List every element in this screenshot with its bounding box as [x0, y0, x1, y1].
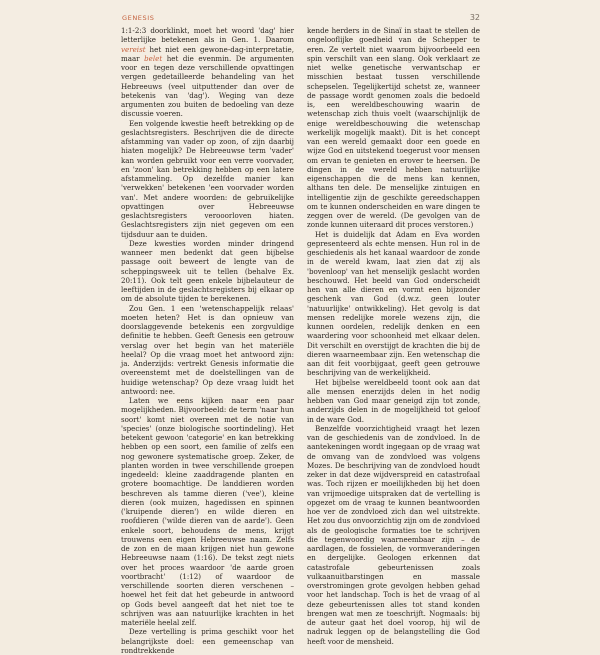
- paragraph: Een volgende kwestie heeft betrekking op de geslachtsregisters. Beschrijven die de directe afstamming van vader op zoon, of zijn daarbij hiaten mogelijk? De Hebreeuwse term 'vader' kan worden gebruikt voor een verre voorvader, en 'zoon' kan betrekking hebben op een latere afstammeling. Op dezelfde manier kan 'verwekken' betekenen 'een voorvader worden van'. Met andere woorden: de gebruikelijke opvattingen over Hebreeuwse geslachtsregisters verooorloven hiaten. Geslachtsregisters zijn niet gegeven om een tijdsduur aan te duiden.: [121, 118, 294, 239]
- text-run: het die evenmin. De argumenten voor en tegen deze verschillende opvattingen vergen gedetailleerde behandeling van het Hebreeuws (veel uitputtender dan over de betekenis van 'dag'). Weging van deze argumenten zou buiten de bedoeling van deze discussie voeren.: [121, 53, 294, 119]
- paragraph: Laten we eens kijken naar een paar mogelijkheden. Bijvoorbeeld: de term 'naar hun soort' komt niet overeen met de notie van 'species' (onze biologische soortindeling). Het betekent gewoon 'categorie' en kan betrekking hebben op een soort, een familie of zelfs een nog gewonere systematische groep. Zeker, de planten worden in twee verschillende groepen ingedeeld: kleine zaaddragende planten en grotere boomachtige. De landdieren worden beschreven als tamme dieren ('vee'), kleine dieren (ook muizen, hagedissen en spinnen ('kruipende dieren') en wilde dieren en roofdieren ('wilde dieren van de aarde'). Geen enkele soort, behoudens de mens, krijgt trouwens een eigen Hebreeuwse naam. Zelfs de zon en de maan krijgen niet hun gewone Hebreeuwse naam (1:16). De tekst zegt niets over het proces waardoor 'de aarde groen voortbracht' (1:12) of waardoor de verschillende soorten dieren verschenen – hoewel het feit dat het gebeurde in antwoord op Gods bevel aangeeft dat het niet toe te schrijven was aan natuurlijke krachten in het materiële heelal zelf.: [121, 396, 294, 627]
- paragraph: Deze vertelling is prima geschikt voor het belangrijkste doel: een gemeenschap van rondtrekkende: [121, 627, 294, 655]
- paragraph: [121, 26, 294, 119]
- paragraph: kende herders in de Sinaï in staat te stellen de ongelooflijke goedheid van de Schepper te eren. Ze vertelt niet waarom bijvoorbeeld een spin verschilt van een slang. Ook verklaart ze niet welke genetische verwantschap er misschien bestaat tussen verschillende schepselen. Tegelijkertijd schetst ze, wanneer de passage wordt genomen zoals die bedoeld is, een wereldbeschouwing waarin de wetenschap zich thuis voelt (waarschijnlijk de enige wereldbeschouwing die wetenschap werkelijk mogelijk maakt). Dit is het concept van een wereld gemaakt door een goede en wijze God en uitstekend toegerust voor mensen om ervan te genieten en erover te heersen. De dingen in de wereld hebben natuurlijke eigenschappen die de mens kan kennen, althans ten dele. De menselijke zintuigen en intelligentie zijn de geschikte gereedschappen om te kunnen onderscheiden en ware dingen te zeggen over de wereld. (De gevolgen van de zonde kunnen uiteraard dit proces verstoren.): [307, 26, 480, 230]
- emphasis-word: vereist: [121, 44, 146, 54]
- right-column: [307, 26, 480, 646]
- paragraph: Het is duidelijk dat Adam en Eva worden gepresenteerd als echte mensen. Hun rol in de geschiedenis als het kanaal waardoor de zonde in de wereld kwam, laat zien dat zij als 'bovenloop' van het menselijk geslacht worden beschouwd. Het beeld van God onderscheidt hen van alle dieren en vormt een bijzonder geschenk van God (d.w.z. geen louter 'natuurlijke' ontwikkeling). Het gevolg is dat mensen redelijke morele wezens zijn, die kunnen oordelen, redelijk denken en een waardering voor schoonheid met elkaar delen. Dit verschilt en overstijgt de krachten die bij de dieren waarneembaar zijn. Een wetenschap die aan dit feit voorbijgaat, geeft geen getrouwe beschrijving van de werkelijkheid.: [307, 229, 480, 378]
- page-header: [122, 12, 480, 26]
- paragraph: Benzelfde voorzichtigheid vraagt het lezen van de geschiedenis van de zondvloed. In de aantekeningen wordt ingegaan op de vraag wat de omvang van de zondvloed was volgens Mozes. De beschrijving van de zondvloed houdt zeker in dat deze wijdverspreid en catastrofaal was. Toch rijzen er moeilijkheden bij het doen van vrijmoedige uitspraken dat de vertelling is opgezet om de vraag te kunnen beantwoorden hoe ver de zondvloed zich dan wel uitstrekte. Het zou dus onvoorzichtig zijn om de zondvloed als de geologische formaties toe te schrijven die tegenwoordig waarneembaar zijn – de aardlagen, de fossielen, de vormveranderingen en dergelijke. Geologen erkennen dat catastrofale gebeurtenissen zoals vulkaanuitbarstingen en massale overstromingen grote gevolgen hebben gehad voor het landschap. Toch is het de vraag of al deze gebeurtenissen alles tot stand konden brengen wat men ze toeschrijft. Nogmaals: bij de auteur gaat het doel voorop, hij wil de nadruk leggen op de belangstelling die God heeft voor de mensheid.: [307, 423, 480, 646]
- left-column: [121, 26, 294, 655]
- text-run: 1:1-2:3 doorklinkt, moet het woord 'dag' hier letterlijke betekenen als in Gen. 1. Daarom: [121, 26, 294, 45]
- page-number: 32: [469, 13, 480, 22]
- paragraph: Deze kwesties worden minder dringend wanneer men bedenkt dat geen bijbelse passage ooit beweert de lengte van de scheppingsweek uit te tellen (behalve Ex. 20:11). Ook telt geen enkele bijbelauteur de leeftijden in de geslachtsregisters bij elkaar op om de absolute tijden te berekenen.: [121, 238, 294, 304]
- paragraph: Zou Gen. 1 een 'wetenschappelijk relaas' moeten heten? Het is dan opnieuw van doorslaggevende betekenis een zorgvuldige definitie te hebben. Geeft Genesis een getrouw verslag over het begin van het materiële heelal? Op die vraag moet het antwoord zijn: ja. Anderzijds: vertrekt Genesis informatie die overeenstemt met de doelstellingen van de huidige wetenschap? Op deze vraag luidt het antwoord: nee.: [121, 303, 294, 396]
- text-run: het niet een gewone-dag-interpretatie, maar: [121, 44, 294, 63]
- paragraph: Het bijbelse wereldbeeld toont ook aan dat alle mensen enerzijds delen in het nodig hebben van God maar geneigd zijn tot zonde, anderzijds delen in de mogelijkheid tot geloof in de ware God.: [307, 377, 480, 424]
- running-head: GENESIS: [122, 14, 155, 22]
- emphasis-word: belet: [144, 53, 163, 63]
